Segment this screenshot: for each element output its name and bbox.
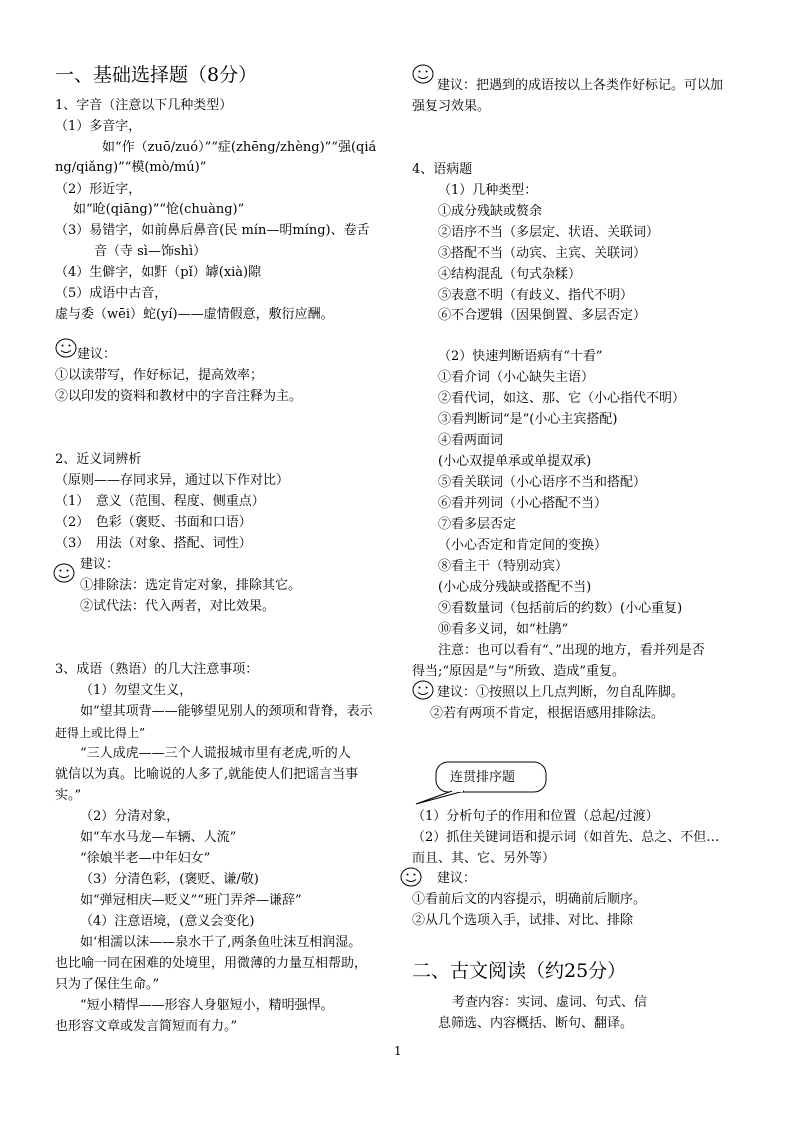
- section1-title: 一、基础选择题（8分）: [55, 64, 258, 86]
- suggestion-line: ②试代法：代入两者，对比效果。: [80, 599, 276, 614]
- p4-line: (小心成分残缺或搭配不当): [438, 580, 592, 595]
- p1-line: （2）形近字，: [55, 182, 142, 197]
- p1-line: （4）生僻字，如䵟（pǐ）罅(xià)隙: [55, 265, 262, 280]
- p4-line: ⑧看主干（特别动宾）: [438, 559, 569, 574]
- p3-line: 只为了保住生命。”: [55, 977, 160, 992]
- p4-line: ②语序不当（多层定、状语、关联词）: [438, 225, 660, 240]
- p3-line: 也比喻一同在困难的处境里，用微薄的力量互相帮助，: [55, 956, 368, 971]
- p1-line: （5）成语中古音，: [55, 286, 168, 301]
- suggestion-line: ②若有两项不肯定，根据语感用排除法。: [430, 706, 665, 721]
- suggestion-line: ①排除法：选定肯定对象，排除其它。: [80, 578, 302, 593]
- p3-line: 如‘相濡以沫——泉水干了,两条鱼吐沫互相润湿。: [80, 935, 362, 950]
- callout-label: 连贯排序题: [450, 770, 516, 785]
- p4-line: ⑥看并列词（小心搭配不当）: [438, 496, 608, 511]
- p3-line: （1）勿望文生义，: [80, 683, 193, 698]
- p4-line: ⑨看数量词（包括前后的约数）(小心重复): [438, 601, 683, 616]
- suggestion-label: 建议：: [437, 871, 477, 886]
- p4-line: （小心否定和肯定间的变换）: [438, 538, 608, 553]
- p3-title: 3、成语（熟语）的几大注意事项：: [55, 662, 259, 677]
- p1-line: 如“呛(qiāng)”“怆(chuàng)”: [73, 202, 245, 217]
- suggestion-line: ①看前后文的内容提示，明确前后顺序。: [412, 892, 647, 907]
- p4-line: ①看介词（小心缺失主语）: [438, 370, 595, 385]
- smiley-icon: [53, 563, 75, 583]
- p3-line: “徐娘半老—中年妇女”: [80, 851, 211, 866]
- section2-title: 二、古文阅读（约25分）: [412, 960, 627, 982]
- p3-line: 就信以为真。比喻说的人多了,就能使人们把谣言当事: [55, 767, 359, 782]
- p4-line: 得当;“原因是”与“所致、造成”重复。: [412, 664, 625, 679]
- p1-line: （1）多音字，: [55, 119, 142, 134]
- p4-line: （1）几种类型：: [438, 183, 538, 198]
- p4-line: ⑩看多义词，如“杜鹃”: [438, 622, 569, 637]
- suggestion-line: ②以印发的资料和教材中的字音注释为主。: [55, 389, 303, 404]
- suggestion-label: 建议：: [80, 557, 120, 572]
- suggestion-line: 建议：①按照以上几点判断，勿自乱阵脚。: [437, 685, 685, 700]
- p4-title: 4、语病题: [412, 162, 473, 177]
- p3-line: 如“车水马龙—车辆、人流”: [80, 830, 237, 845]
- p5-line: （1）分析句子的作用和位置（总起/过渡）: [412, 809, 659, 824]
- p2-line: （3） 用法（对象、搭配、词性）: [55, 536, 252, 551]
- p3-line: （3）分清色彩，(褒贬、谦/敬): [80, 872, 259, 887]
- p4-line: ④结构混乱（句式杂糅）: [438, 267, 582, 282]
- p3-line: 赶得上或比得上”: [55, 726, 146, 740]
- sec2-line: 息筛选、内容概括、断句、翻译。: [438, 1016, 634, 1031]
- smiley-icon: [412, 64, 434, 84]
- p4-line: ③看判断词“是”(小心主宾搭配): [438, 412, 618, 427]
- p1-line: （3）易错字，如前鼻后鼻音(民 mín—明míng)、卷舌: [55, 223, 370, 238]
- suggestion-line: 建议：把遇到的成语按以上各类作好标记。可以加: [437, 78, 724, 93]
- p4-line: ①成分残缺或赘余: [438, 204, 543, 219]
- suggestion-label: 建议：: [77, 347, 117, 362]
- p4-line: ③搭配不当（动宾、主宾、关联词）: [438, 246, 647, 261]
- smiley-icon: [55, 338, 77, 358]
- p4-line: ②看代词，如这、那、它（小心指代不明）: [438, 391, 686, 406]
- smiley-icon: [412, 680, 434, 700]
- p4-line: ⑥不合逻辑（因果倒置、多层否定）: [438, 308, 647, 323]
- suggestion-line: ①以读带写，作好标记，提高效率；: [55, 368, 264, 383]
- p3-line: （2）分清对象，: [80, 809, 180, 824]
- p2-line: （1） 意义（范围、程度、侧重点）: [55, 494, 265, 509]
- p1-line: 音（寺 sì—饰shì）: [94, 244, 207, 259]
- p4-line: ⑤看关联词（小心语序不当和搭配）: [438, 475, 647, 490]
- p2-title: 2、近义词辨析: [55, 452, 142, 467]
- p3-line: “短小精悍——形容人身躯短小，精明强悍。: [80, 998, 334, 1013]
- p3-line: 实。”: [55, 788, 82, 803]
- p3-line: “三人成虎——三个人谎报城市里有老虎,听的人: [80, 746, 351, 761]
- sec2-line: 考查内容：实词、虚词、句式、信: [452, 995, 648, 1010]
- p2-line: （2） 色彩（褒贬、书面和口语）: [55, 515, 252, 530]
- p1-title: 1、字音（注意以下几种类型）: [55, 98, 233, 113]
- p1-line: 如“作（zuō/zuó）”“症(zhēng/zhèng)”“强(qiá: [102, 140, 377, 155]
- p3-line: 也形容文章或发言简短而有力。”: [55, 1019, 238, 1034]
- p3-line: （4）注意语境，(意义会变化): [80, 914, 255, 929]
- suggestion-line: 强复习效果。: [412, 99, 491, 114]
- p4-line: ④看两面词: [438, 433, 504, 448]
- p5-line: 而且、其、它、另外等）: [412, 851, 556, 866]
- p1-line: 虚与委（wēi）蛇(yí)——虚情假意，敷衍应酬。: [55, 307, 334, 322]
- p3-line: 如“弹冠相庆—贬义”“班门弄斧—谦辞”: [80, 893, 302, 908]
- suggestion-line: ②从几个选项入手，试排、对比、排除: [412, 913, 634, 928]
- p4-line: 注意：也可以看有“、”出现的地方，看并列是否: [438, 643, 705, 658]
- p1-line: ng/qiǎng)”“模(mò/mú)”: [55, 160, 207, 175]
- p4-line: ⑤表意不明（有歧义、指代不明）: [438, 288, 634, 303]
- page-number: 1: [394, 1044, 402, 1058]
- p4-line: (小心双提单承或单提双承): [438, 454, 592, 469]
- p5-line: （2）抓住关键词语和提示词（如首先、总之、不但…: [412, 830, 720, 845]
- p2-line: （原则——存同求异，通过以下作对比）: [55, 473, 290, 488]
- p4-line: ⑦看多层否定: [438, 517, 517, 532]
- smiley-icon: [400, 867, 422, 887]
- p4-line: （2）快速判断语病有“十看”: [438, 349, 603, 364]
- p3-line: 如“望其项背——能够望见别人的颈项和背脊，表示: [80, 704, 373, 719]
